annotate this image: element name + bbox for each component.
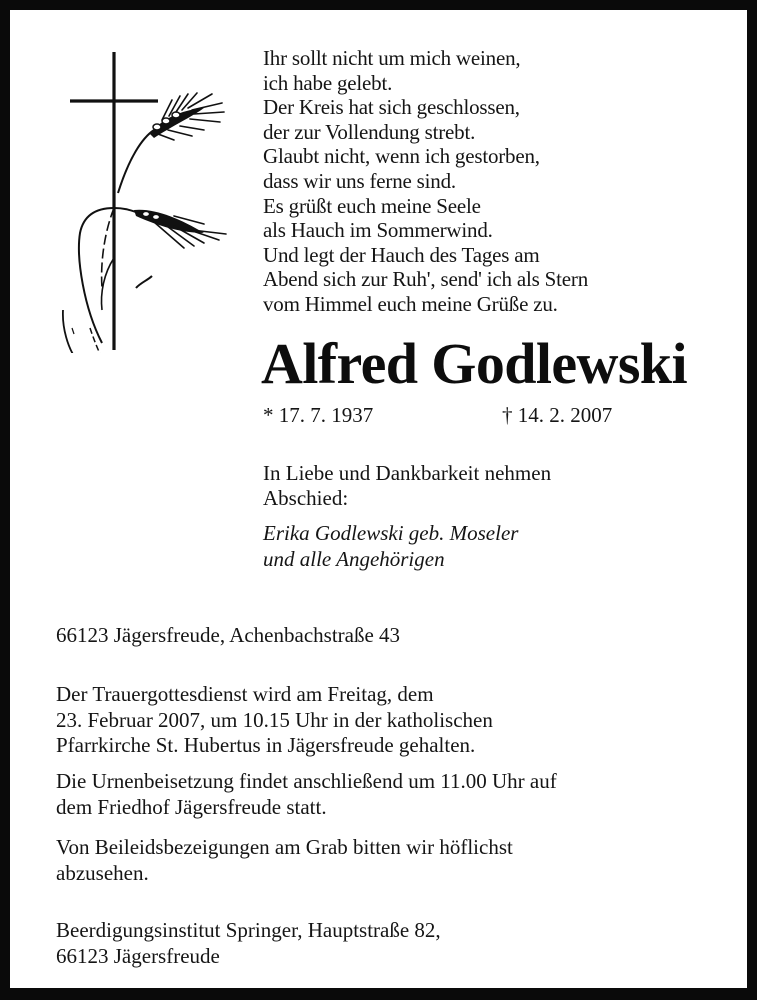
farewell-line: Abschied: (263, 485, 349, 510)
mourner-line: und alle Angehörigen (263, 547, 445, 571)
undertaker-info (56, 918, 736, 969)
birth-date: * 17. 7. 1937 (263, 403, 374, 427)
poem-line: vom Himmel euch meine Grüße zu. (263, 291, 558, 316)
poem-line: der zur Vollendung strebt. (263, 119, 476, 144)
poem-line: Es grüßt euch meine Seele (263, 193, 481, 218)
notice-line: abzusehen. (56, 860, 149, 885)
notice-line: Beerdigungsinstitut Springer, Hauptstraße 82, (56, 918, 441, 942)
death-date: † 14. 2. 2007 (502, 403, 613, 427)
poem-line: Glaubt nicht, wenn ich gestorben, (263, 144, 540, 169)
urn-burial-notice (56, 769, 736, 820)
family-address: 66123 Jägersfreude, Achenbachstraße 43 (56, 623, 401, 647)
notice-line: Pfarrkirche St. Hubertus in Jägersfreude gehalten. (56, 733, 476, 757)
notice-line: dem Friedhof Jägersfreude statt. (56, 794, 327, 819)
poem-line: ich habe gelebt. (263, 70, 393, 95)
poem-line: Ihr sollt nicht um mich weinen, (263, 46, 521, 70)
farewell-line: In Liebe und Dankbarkeit nehmen (263, 461, 552, 485)
poem (263, 46, 588, 317)
notice-line: 23. Februar 2007, um 10.15 Uhr in der katholischen (56, 707, 493, 732)
poem-line: dass wir uns ferne sind. (263, 168, 456, 193)
poem-line: Der Kreis hat sich geschlossen, (263, 95, 520, 120)
condolence-notice (56, 835, 736, 886)
deceased-name: Alfred Godlewski (261, 331, 687, 396)
notice-line: 66123 Jägersfreude (56, 943, 220, 968)
farewell-text (263, 461, 723, 510)
poem-line: Und legt der Hauch des Tages am (263, 242, 540, 267)
mourners (263, 520, 518, 572)
poem-line: Abend sich zur Ruh', send' ich als Stern (263, 267, 589, 292)
notice-line: Die Urnenbeisetzung findet anschließend um 11.00 Uhr auf (56, 769, 557, 793)
mourner-line: Erika Godlewski geb. Moseler (263, 521, 519, 545)
notice-line: Von Beileidsbezeigungen am Grab bitten wir höflichst (56, 835, 513, 859)
poem-line: als Hauch im Sommerwind. (263, 218, 493, 243)
notice-line: Der Trauergottesdienst wird am Freitag, dem (56, 682, 434, 706)
funeral-service-notice (56, 682, 736, 759)
cross-with-wheat-icon (54, 48, 234, 353)
